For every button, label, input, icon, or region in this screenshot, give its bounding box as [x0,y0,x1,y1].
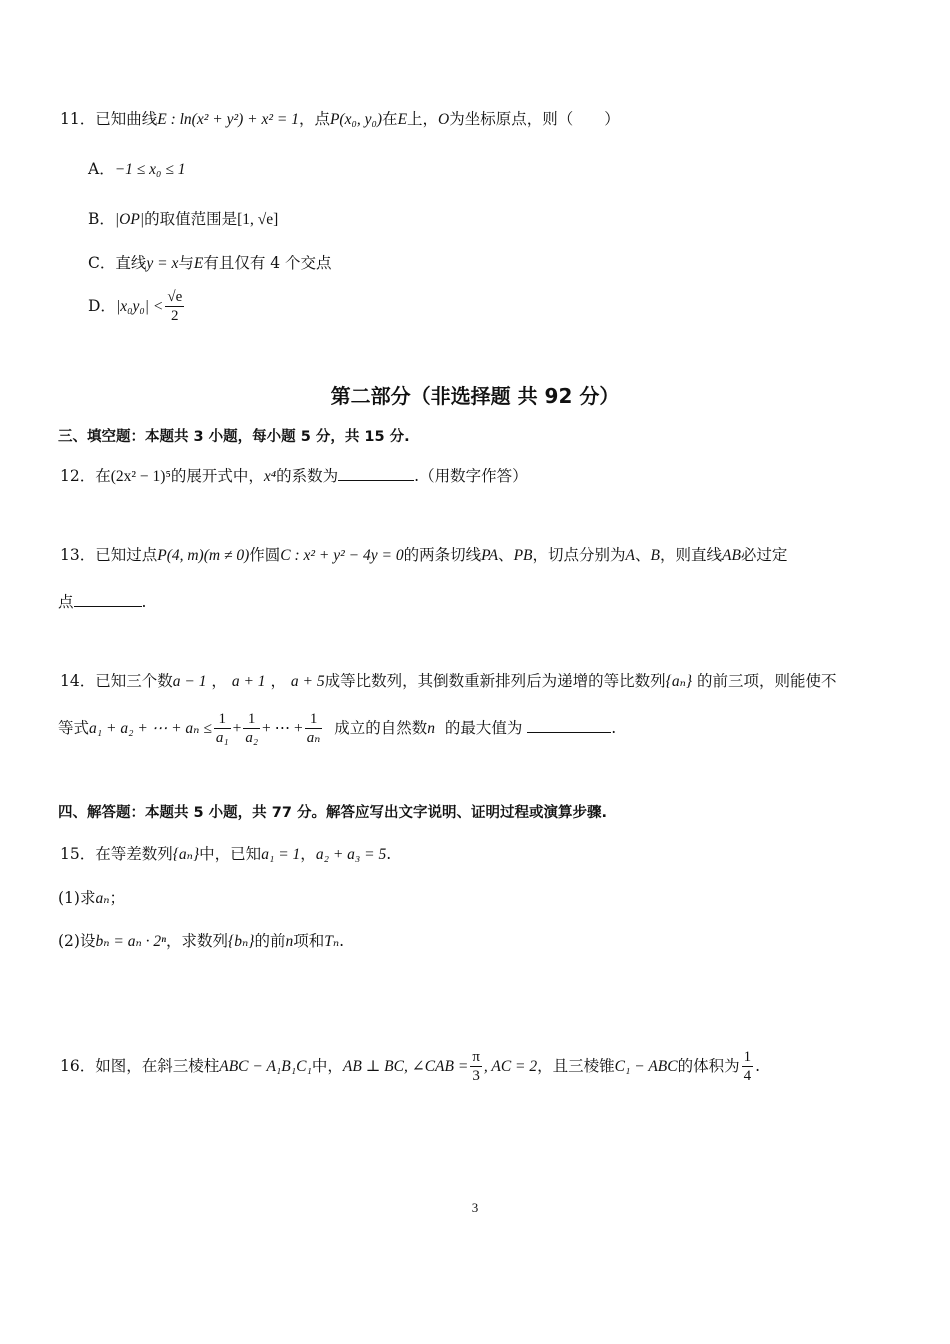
option-d-label: D． [88,297,116,315]
q15-part2-n: n [285,933,294,950]
q14-line2-suffix: 的最大值为 [444,719,523,737]
q15-part2-T: Tₙ [324,933,340,950]
q14-fraction-3-den: aₙ [306,730,321,746]
q11-mid3: 上， [407,110,439,128]
part-two-heading: 第二部分（非选择题 共 92 分） [330,384,620,408]
q14-fraction-1 [214,712,231,746]
q14-suffix: 的前三项，则能使不 [697,672,837,690]
q11-curve: E : ln(x² + y²) + x² = 1 [157,111,299,128]
option-a-math: −1 ≤ x₀ ≤ 1 [114,161,186,178]
q16-pyramid: C₁ − ABC [614,1058,678,1075]
q12-mid: 的展开式中， [170,467,264,485]
q12-term: x⁴ [263,468,277,485]
q15-part2-mid: ，求数列 [166,932,229,950]
q14-tail: . [611,719,617,737]
q13-A: A [625,547,635,564]
option-b-label: B． [88,210,115,228]
q16-prism: ABC − A₁B₁C₁ [219,1058,312,1075]
q14-fraction-2 [243,712,260,746]
q14-plus: + [232,720,242,737]
q14-fraction-2-den: a₂ [245,730,259,746]
q13-circle: C : x² + y² − 4y = 0 [280,547,404,564]
q11-option-a [88,158,185,181]
q12-suffix: 的系数为 [276,467,339,485]
q13-line2-text: 点 [58,593,74,611]
q13-answer-blank[interactable] [74,590,142,607]
q15-part2-sequence: {bₙ} [228,933,255,950]
q12-answer-blank[interactable] [338,464,414,481]
q15-part1 [58,887,125,910]
option-b-math: |OP| [114,211,145,228]
option-d-fraction [165,290,184,324]
q12-expression: (2x² − 1)⁵ [110,468,171,485]
q15-sep: ， [300,845,316,863]
q14-dots: + ⋯ + [262,720,303,737]
q16-mid2: ，且三棱锥 [537,1057,615,1075]
option-b-text: 的取值范围是 [144,210,238,228]
option-d-denominator: 2 [171,308,179,324]
q15-condition1: a₁ = 1 [261,846,301,863]
q13-PA: PA [481,547,499,564]
q14-n: n [427,720,435,737]
q15-sequence: {aₙ} [172,846,200,863]
q13-mid3: ，切点分别为 [532,546,626,564]
q14-lhs: a₁ + a₂ + ⋯ + aₙ ≤ [89,720,212,737]
q13-sep2: 、 [634,546,651,564]
q14-answer-blank[interactable] [527,716,611,733]
option-a-label: A． [88,160,115,178]
q11-suffix: 为坐标原点，则（ ） [449,110,620,128]
q11-option-c [88,252,332,275]
q15-stem [60,843,391,866]
q12 [60,464,528,488]
q13-line2 [58,590,146,613]
q15-part1-label: (1)求 [58,889,96,907]
q16-volume-num: 1 [743,1049,752,1065]
q16-angle-den: 3 [472,1068,480,1084]
q15-condition2: a₂ + a₃ = 5 [315,846,387,863]
q11-stem [60,108,620,131]
q13-B: B [650,547,660,564]
q14-mid: 成等比数列，其倒数重新排列后为递增的等比数列 [324,672,666,690]
q14-term3: a + 5 [290,673,325,690]
section-four-title: 四、解答题：本题共 5 小题，共 77 分。解答应写出文字说明、证明过程或演算步骤. [58,805,607,821]
option-b-range: [1, √e] [237,211,279,228]
option-c-text3: 有且仅有 4 个交点 [203,254,332,272]
q16-tail: . [755,1057,761,1075]
q15-mid: 中，已知 [199,845,262,863]
q14-term1: a − 1 [172,673,207,690]
q15-part2-mid2: 的前 [254,932,286,950]
q16-mid1: 中， [311,1057,343,1075]
q11-point: P(x₀, y₀) [329,111,383,128]
q11-mid2: 在 [382,110,398,128]
q12-prefix: 12．在 [60,467,111,485]
q15-part2-label: (2)设 [58,932,96,950]
q13-prefix: 13．已知过点 [60,546,158,564]
q16-condition2: , AC = 2 [483,1058,538,1075]
q16-mid3: 的体积为 [677,1057,740,1075]
q15-prefix: 15．在等差数列 [60,845,173,863]
q14-prefix: 14．已知三个数 [60,672,173,690]
q14-line2-mid: 成立的自然数 [334,719,428,737]
q15-part2-definition: bₙ = aₙ · 2ⁿ [95,933,166,950]
q13-mid4: ，则直线 [659,546,722,564]
q14-line2-prefix: 等式 [58,719,90,737]
q16-prefix: 16．如图，在斜三棱柱 [60,1057,220,1075]
q16-volume-den: 4 [743,1068,752,1084]
q15-part1-tail: ； [109,889,126,907]
q13-tail: . [141,593,147,611]
q15-part2-tail: . [339,932,345,950]
q14-fraction-1-den: a₁ [215,730,229,746]
q13-PB: PB [513,547,533,564]
q14-sequence: {aₙ} [665,673,693,690]
q13-sep1: 、 [498,546,514,564]
q11-O: O [438,111,450,128]
q16-condition: AB ⊥ BC, ∠CAB = [342,1058,469,1075]
q11-option-d [88,284,186,329]
q13-AB: AB [721,547,741,564]
q14-fraction-2-num: 1 [243,712,260,729]
q14-fraction-1-num: 1 [214,712,231,729]
q11-option-b [88,208,278,231]
q16-angle-fraction [470,1050,482,1084]
option-d-numerator: √e [167,289,183,305]
q16 [60,1044,760,1089]
q16-angle-num: π [472,1049,480,1065]
q13-suffix: 必过定 [740,546,788,564]
q13-mid2: 的两条切线 [403,546,482,564]
section-three-title: 三、填空题：本题共 3 小题，每小题 5 分，共 15 分. [58,429,410,445]
q15-part2 [58,930,344,953]
q13-mid1: 作圆 [249,546,281,564]
q11-E: E [397,111,408,128]
option-c-text1: 直线 [115,254,147,272]
q12-tail: .（用数字作答） [414,467,528,485]
page-number: 3 [471,1200,479,1215]
q15-part1-math: aₙ [95,890,110,907]
q13-line1 [60,544,787,567]
q11-prefix: 11．已知曲线 [60,110,158,128]
option-c-math: y = x [146,255,179,272]
q14-fraction-3 [305,712,323,746]
option-c-text2: 与 [178,254,194,272]
q11-mid: ，点 [298,110,330,128]
q14-line1: 14．已知三个数a − 1 ， a + 1 ， a + 5成等比数列，其倒数重新排列后为递增的等比数列{aₙ} 的前三项，则能使不 [60,672,837,690]
option-d-lhs: |x₀y₀| < [115,298,164,315]
option-c-label: C． [88,254,116,272]
q15-part2-mid3: 项和 [293,932,325,950]
q15-tail: . [386,845,392,863]
q14-line2 [58,706,616,751]
q16-volume-fraction [742,1050,754,1084]
option-c-E: E [193,255,204,272]
q13-point: P(4, m)(m ≠ 0) [157,547,250,564]
q14-term2: a + 1 [231,673,266,690]
q14-fraction-3-num: 1 [305,712,323,729]
